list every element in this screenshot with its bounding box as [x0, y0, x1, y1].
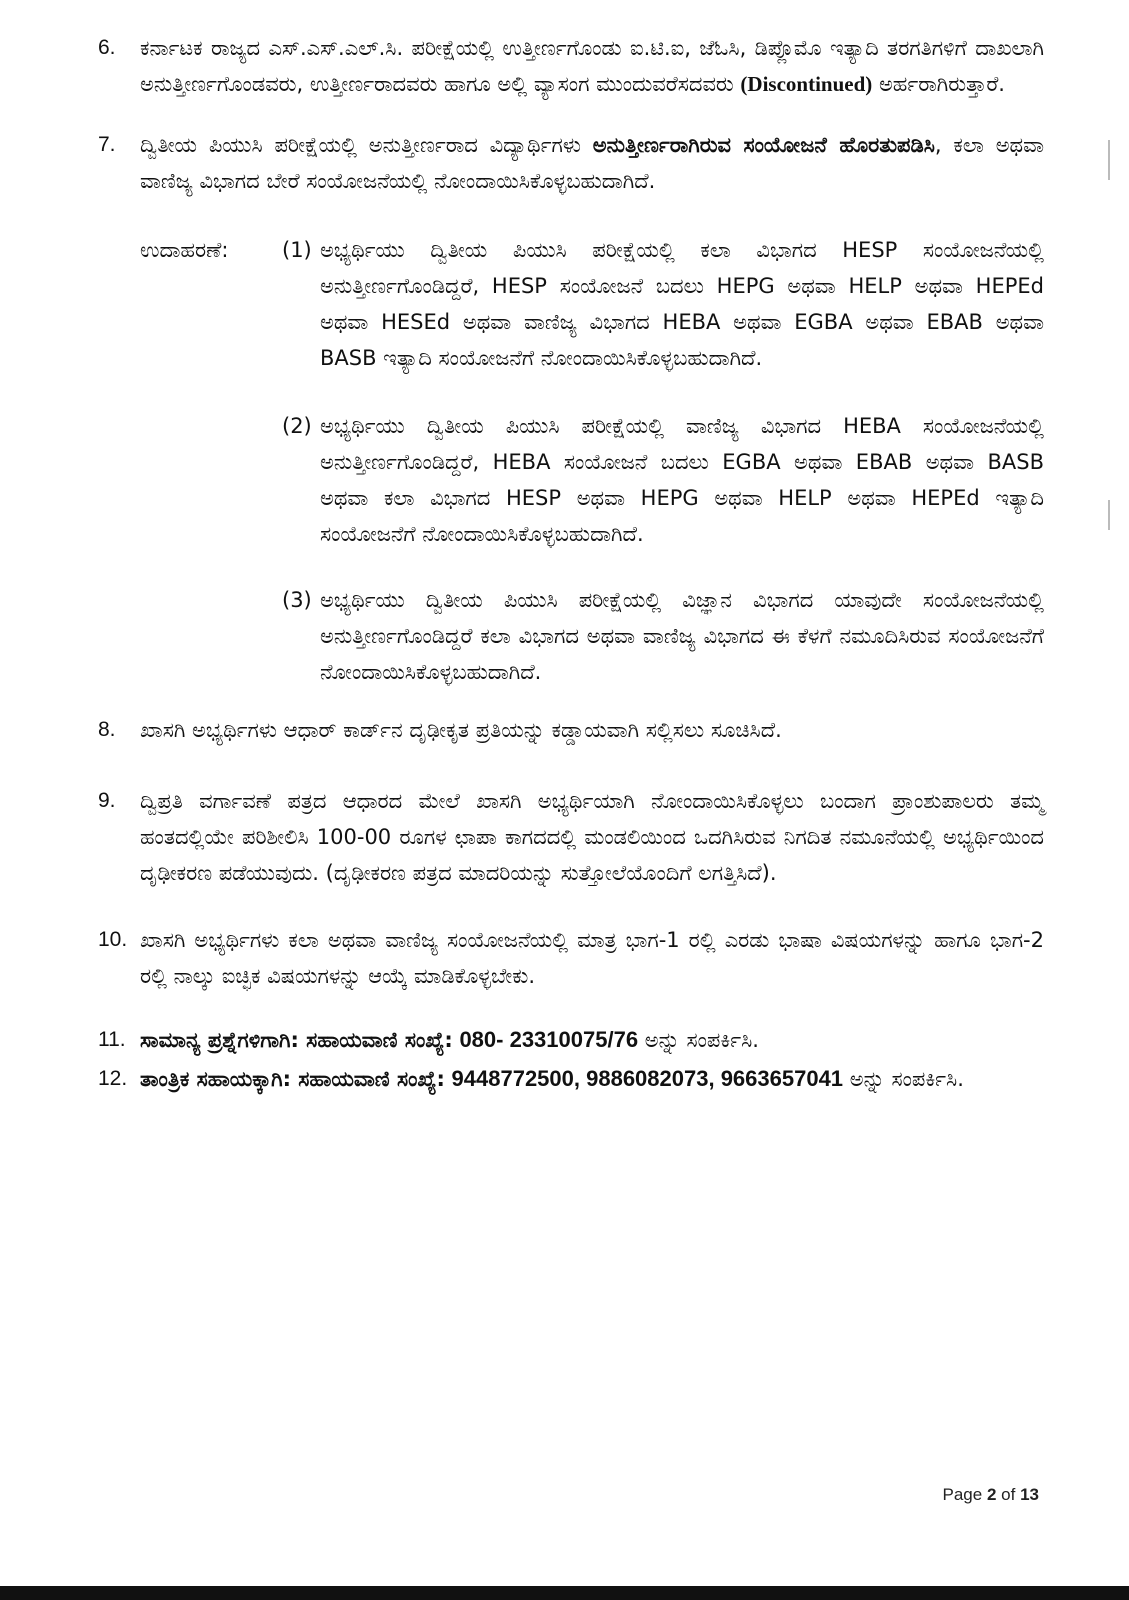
item-text [140, 30, 1044, 102]
example-number: (1) [282, 238, 312, 262]
list-item-8 [98, 712, 1044, 748]
list-item-9 [98, 783, 1044, 891]
item-text-part: , ಕಲಾ ಅಥವಾ ವಾಣಿಜ್ಯ ವಿಭಾಗದ ಬೇರೆ ಸಂಯೋಜನೆಯಲ್ಲಿ ನೋಂದಾಯಿಸಿಕೊಳ್ಳಬಹುದಾಗಿದೆ. [140, 133, 1045, 193]
item-text [140, 1022, 1044, 1058]
item-text-part: ಅನ್ನು ಸಂಪರ್ಕಿಸಿ. [644, 1028, 759, 1052]
helpline-number: 9448772500, 9886082073, 9663657041 [451, 1066, 844, 1091]
example-3 [282, 582, 1044, 690]
list-item-7 [98, 127, 1044, 199]
scan-margin-mark [1108, 140, 1110, 180]
page-current: 2 [986, 1485, 997, 1504]
example-text: ಅಭ್ಯರ್ಥಿಯು ದ್ವಿತೀಯ ಪಿಯುಸಿ ಪರೀಕ್ಷೆಯಲ್ಲಿ ವಾಣಿಜ್ಯ ವಿಭಾಗದ HEBA ಸಂಯೋಜನೆಯಲ್ಲಿ ಅನುತ್ತೀರ್ಣಗೊಂಡಿದ್ದರೆ, HEBA ಸಂಯೋಜನೆ ಬದಲು EGBA ಅಥವಾ EBAB ಅಥವಾ BASB ಅಥವಾ ಕಲಾ ವಿಭಾಗದ HESP ಅಥವಾ HEPG ಅಥವಾ HELP ಅಥವಾ HEPEd ಇತ್ಯಾದಿ ಸಂಯೋಜನೆಗೆ ನೋಂದಾಯಿಸಿಕೊಳ್ಳಬಹುದಾಗಿದೆ. [320, 414, 1044, 546]
item-number: 8. [98, 718, 116, 741]
item-text-part: ಅರ್ಹರಾಗಿರುತ್ತಾರೆ. [878, 72, 1005, 96]
example-text: ಅಭ್ಯರ್ಥಿಯು ದ್ವಿತೀಯ ಪಿಯುಸಿ ಪರೀಕ್ಷೆಯಲ್ಲಿ ವಿಜ್ಞಾನ ವಿಭಾಗದ ಯಾವುದೇ ಸಂಯೋಜನೆಯಲ್ಲಿ ಅನುತ್ತೀರ್ಣಗೊಂಡಿದ್ದರೆ ಕಲಾ ವಿಭಾಗದ ಅಥವಾ ವಾಣಿಜ್ಯ ವಿಭಾಗದ ಈ ಕೆಳಗೆ ನಮೂದಿಸಿರುವ ಸಂಯೋಜನೆಗೆ ನೋಂದಾಯಿಸಿಕೊಳ್ಳಬಹುದಾಗಿದೆ. [320, 588, 1044, 684]
scan-margin-mark [1108, 500, 1110, 530]
item-text: ಖಾಸಗಿ ಅಭ್ಯರ್ಥಿಗಳು ಆಧಾರ್ ಕಾರ್ಡ್‌ನ ದೃಢೀಕೃತ ಪ್ರತಿಯನ್ನು ಕಡ್ಡಾಯವಾಗಿ ಸಲ್ಲಿಸಲು ಸೂಚಿಸಿದೆ. [140, 718, 782, 742]
list-item-6 [98, 30, 1044, 102]
of-word: of [1001, 1485, 1016, 1504]
discontinued-term: (Discontinued) [740, 72, 873, 96]
item-text-part: ಕರ್ನಾಟಕ ರಾಜ್ಯದ ಎಸ್.ಎಸ್.ಎಲ್.ಸಿ. ಪರೀಕ್ಷೆಯಲ್ಲಿ ಉತ್ತೀರ್ಣಗೊಂಡು ಐ.ಟಿ.ಐ, ಜೆಓಸಿ, ಡಿಪ್ಲೊಮೊ ಇತ್ಯಾದಿ ತರಗತಿಗಳಿಗೆ ದಾಖಲಾಗಿ ಅನುತ್ತೀರ್ಣಗೊಂಡವರು, ಉತ್ತೀರ್ಣರಾದವರು ಹಾಗೂ ಅಲ್ಲಿ ವ್ಯಾಸಂಗ ಮುಂದುವರೆಸದವರು [140, 36, 1044, 96]
item-number: 12. [98, 1067, 128, 1090]
item-text: ಖಾಸಗಿ ಅಭ್ಯರ್ಥಿಗಳು ಕಲಾ ಅಥವಾ ವಾಣಿಜ್ಯ ಸಂಯೋಜನೆಯಲ್ಲಿ ಮಾತ್ರ ಭಾಗ-1 ರಲ್ಲಿ ಎರಡು ಭಾಷಾ ವಿಷಯಗಳನ್ನು ಹಾಗೂ ಭಾಗ-2 ರಲ್ಲಿ ನಾಲ್ಕು ಐಚ್ಛಿಕ ವಿಷಯಗಳನ್ನು ಆಯ್ಕೆ ಮಾಡಿಕೊಳ್ಳಬೇಕು. [140, 928, 1044, 988]
item-number: 11. [98, 1028, 126, 1051]
list-item-11 [98, 1022, 1044, 1058]
list-item-10 [98, 922, 1044, 994]
item-text: ದ್ವಿಪ್ರತಿ ವರ್ಗಾವಣೆ ಪತ್ರದ ಆಧಾರದ ಮೇಲೆ ಖಾಸಗಿ ಅಭ್ಯರ್ಥಿಯಾಗಿ ನೋಂದಾಯಿಸಿಕೊಳ್ಳಲು ಬಂದಾಗ ಪ್ರಾಂಶುಪಾಲರು ತಮ್ಮ ಹಂತದಲ್ಲಿಯೇ ಪರಿಶೀಲಿಸಿ 100-00 ರೂಗಳ ಛಾಪಾ ಕಾಗದದಲ್ಲಿ ಮಂಡಲಿಯಿಂದ ಒದಗಿಸಿರುವ ನಿಗದಿತ ನಮೂನೆಯಲ್ಲಿ ಅಭ್ಯರ್ಥಿಯಿಂದ ದೃಢೀಕರಣ ಪಡೆಯುವುದು. (ದೃಢೀಕರಣ ಪತ್ರದ ಮಾದರಿಯನ್ನು ಸುತ್ತೋಲೆಯೊಂದಿಗೆ ಲಗತ್ತಿಸಿದೆ). [140, 789, 1044, 885]
item-text-bold: ಅನುತ್ತೀರ್ಣರಾಗಿರುವ ಸಂಯೋಜನೆ ಹೊರತುಪಡಿಸಿ [592, 133, 935, 157]
item-text-part: ಅನ್ನು ಸಂಪರ್ಕಿಸಿ. [849, 1067, 964, 1091]
page-word: Page [942, 1485, 983, 1504]
page-total: 13 [1020, 1485, 1039, 1504]
example-label: ಉದಾಹರಣೆ: [140, 238, 229, 262]
scan-bottom-edge [0, 1586, 1129, 1600]
example-2 [282, 408, 1044, 552]
example-1 [282, 232, 1044, 376]
helpline-number: 080- 23310075/76 [459, 1027, 639, 1052]
example-number: (3) [282, 588, 312, 612]
item-number: 6. [98, 36, 116, 59]
example-number: (2) [282, 414, 312, 438]
page-footer [943, 1485, 1039, 1505]
item-text [140, 1061, 1044, 1097]
list-item-12 [98, 1061, 1044, 1097]
item-number: 9. [98, 789, 116, 812]
item-number: 7. [98, 133, 116, 156]
item-number: 10. [98, 928, 128, 951]
helpline-label: ತಾಂತ್ರಿಕ ಸಹಾಯಕ್ಕಾಗಿ: ಸಹಾಯವಾಣಿ ಸಂಖ್ಯೆ: [140, 1067, 445, 1091]
helpline-label: ಸಾಮಾನ್ಯ ಪ್ರಶ್ನೆಗಳಿಗಾಗಿ: ಸಹಾಯವಾಣಿ ಸಂಖ್ಯೆ: [140, 1028, 453, 1052]
item-text [140, 127, 1044, 199]
item-text-part: ದ್ವಿತೀಯ ಪಿಯುಸಿ ಪರೀಕ್ಷೆಯಲ್ಲಿ ಅನುತ್ತೀರ್ಣರಾದ ವಿದ್ಯಾರ್ಥಿಗಳು [140, 133, 581, 157]
example-text: ಅಭ್ಯರ್ಥಿಯು ದ್ವಿತೀಯ ಪಿಯುಸಿ ಪರೀಕ್ಷೆಯಲ್ಲಿ ಕಲಾ ವಿಭಾಗದ HESP ಸಂಯೋಜನೆಯಲ್ಲಿ ಅನುತ್ತೀರ್ಣಗೊಂಡಿದ್ದರೆ, HESP ಸಂಯೋಜನೆ ಬದಲು HEPG ಅಥವಾ HELP ಅಥವಾ HEPEd ಅಥವಾ HESEd ಅಥವಾ ವಾಣಿಜ್ಯ ವಿಭಾಗದ HEBA ಅಥವಾ EGBA ಅಥವಾ EBAB ಅಥವಾ BASB ಇತ್ಯಾದಿ ಸಂಯೋಜನೆಗೆ ನೋಂದಾಯಿಸಿಕೊಳ್ಳಬಹುದಾಗಿದೆ. [320, 238, 1044, 370]
